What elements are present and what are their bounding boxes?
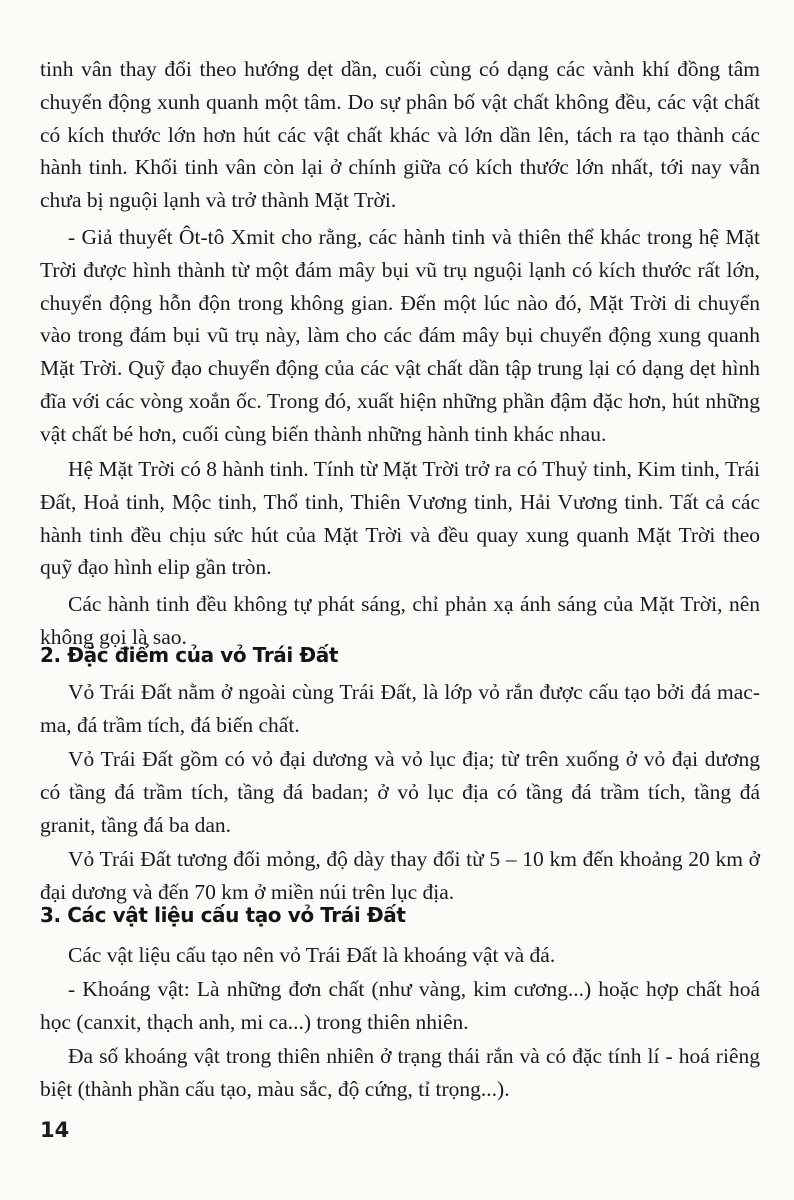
paragraph-crust-definition: Vỏ Trái Đất nằm ở ngoài cùng Trái Đất, là lớp vỏ rắn được cấu tạo bởi đá mac-ma, đá trầm tích, đá biến chất. xyxy=(40,680,760,737)
paragraph-planets-not-stars: Các hành tinh đều không tự phát sáng, chỉ phản xạ ánh sáng của Mặt Trời, nên không gọi là sao. xyxy=(40,592,760,649)
paragraph-crust-thickness: Vỏ Trái Đất tương đối mỏng, độ dày thay đổi từ 5 – 10 km đến khoảng 20 km ở đại dương và đến 70 km ở miền núi trên lục địa. xyxy=(40,847,760,904)
paragraph-crust-layers: Vỏ Trái Đất gồm có vỏ đại dương và vỏ lục địa; từ trên xuống ở vỏ đại dương có tầng đá trầm tích, tầng đá badan; ở vỏ lục địa có tầng đá trầm tích, tầng đá granit, tầng đá ba dan. xyxy=(40,747,760,837)
paragraph-minerals-definition: - Khoáng vật: Là những đơn chất (như vàng, kim cương...) hoặc hợp chất hoá học (canxit, thạch anh, mi ca...) trong thiên nhiên. xyxy=(40,977,760,1034)
page-number: 14 xyxy=(40,1118,70,1142)
section-heading-earth-crust-features: 2. Đặc điểm của vỏ Trái Đất xyxy=(40,643,339,667)
paragraph-nebula-continuation: tinh vân thay đổi theo hướng dẹt dần, cuối cùng có dạng các vành khí đồng tâm chuyển động xunh quanh một tâm. Do sự phân bố vật chất không đều, các vật chất có kích thước lớn hơn hút các vật chất khác và lớn dần lên, tách ra tạo thành các hành tinh. Khối tinh vân còn lại ở chính giữa có kích thước lớn nhất, tới nay vẫn chưa bị nguội lạnh và trở thành Mặt Trời. xyxy=(40,57,760,213)
section-heading-crust-materials: 3. Các vật liệu cấu tạo vỏ Trái Đất xyxy=(40,903,406,927)
paragraph-materials-intro: Các vật liệu cấu tạo nên vỏ Trái Đất là khoáng vật và đá. xyxy=(68,943,556,967)
paragraph-schmidt-hypothesis: - Giả thuyết Ôt-tô Xmit cho rằng, các hành tinh và thiên thể khác trong hệ Mặt Trời được hình thành từ một đám mây bụi vũ trụ nguội lạnh có kích thước rất lớn, chuyển động hỗn độn trong không gian. Đến một lúc nào đó, Mặt Trời di chuyển vào trong đám bụi vũ trụ này, làm cho các đám mây bụi chuyển động xung quanh Mặt Trời. Quỹ đạo chuyển động của các vật chất dần tập trung lại có dạng dẹt hình đĩa với các vòng xoắn ốc. Trong đó, xuất hiện những phần đậm đặc hơn, hút những vật chất bé hơn, cuối cùng biến thành những hành tinh khác nhau. xyxy=(40,225,760,446)
paragraph-solar-system-planets: Hệ Mặt Trời có 8 hành tinh. Tính từ Mặt Trời trở ra có Thuỷ tinh, Kim tinh, Trái Đất, Hoả tinh, Mộc tinh, Thổ tinh, Thiên Vương tinh, Hải Vương tinh. Tất cả các hành tinh đều chịu sức hút của Mặt Trời và đều quay xung quanh Mặt Trời theo quỹ đạo hình elip gần tròn. xyxy=(40,457,760,580)
paragraph-minerals-properties: Đa số khoáng vật trong thiên nhiên ở trạng thái rắn và có đặc tính lí - hoá riêng biệt (thành phần cấu tạo, màu sắc, độ cứng, tỉ trọng...). xyxy=(40,1044,760,1101)
